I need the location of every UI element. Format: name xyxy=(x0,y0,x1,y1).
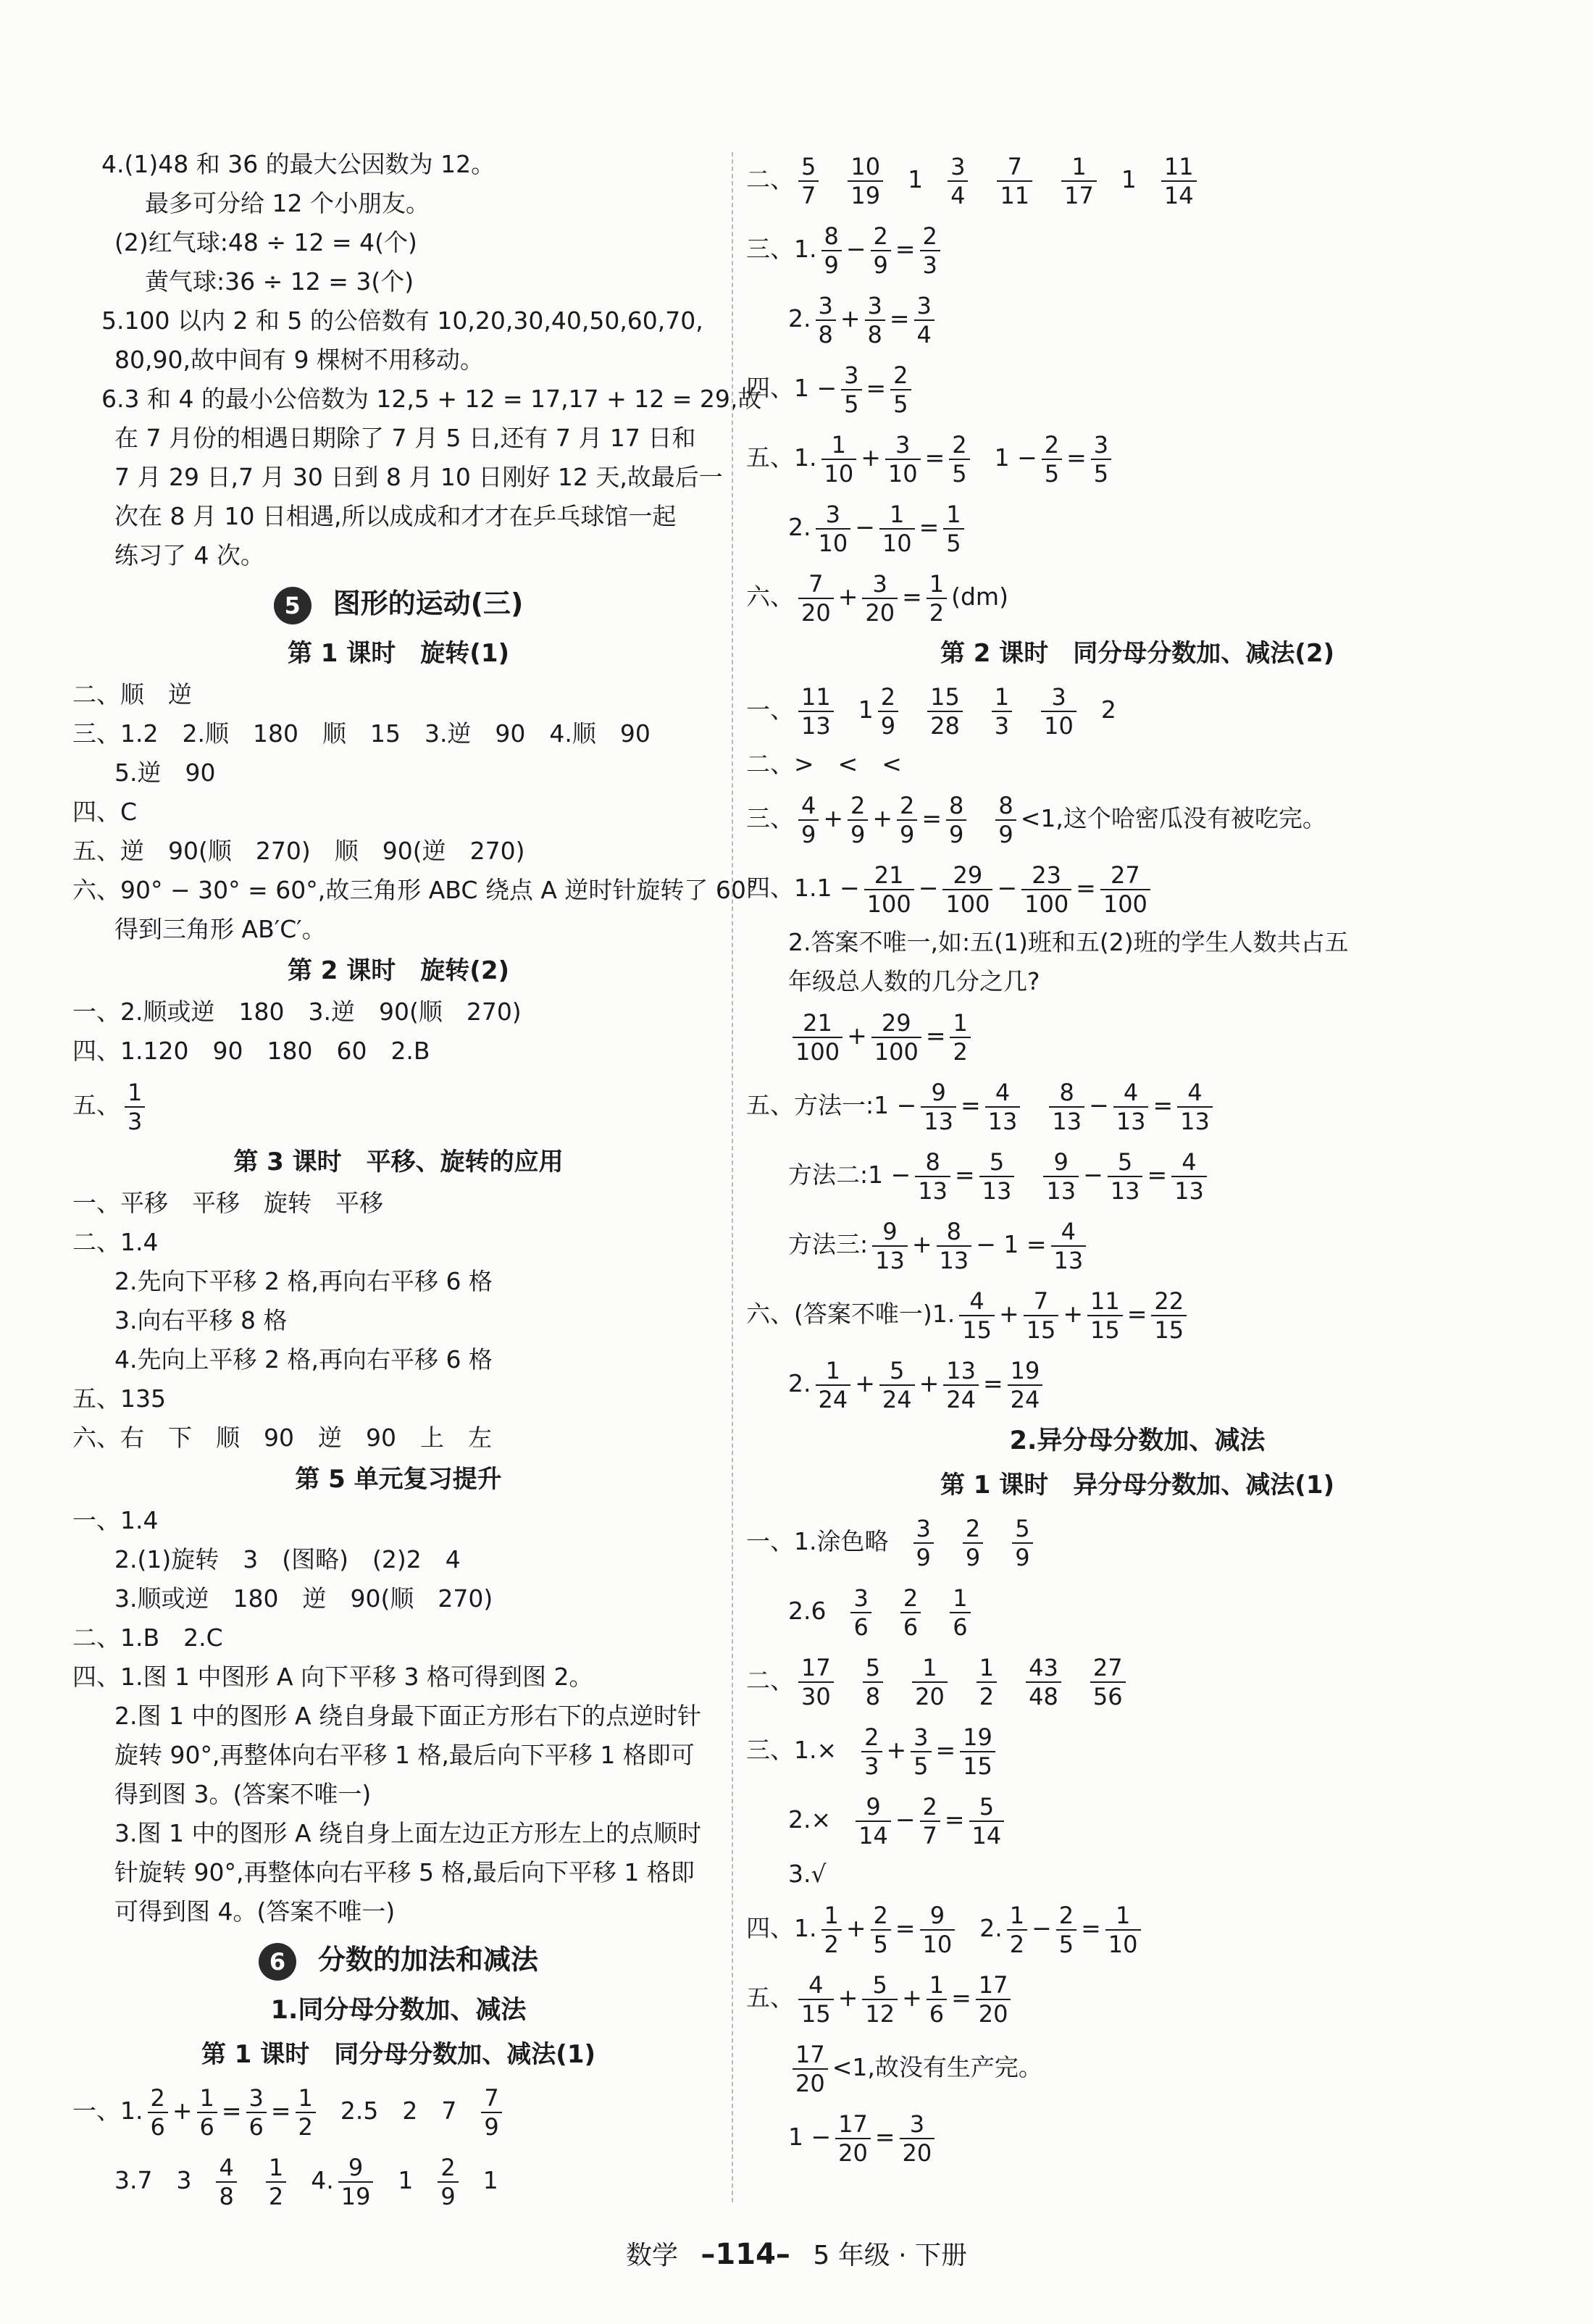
text-line: 2.图 1 中的图形 A 绕自身最下面正方形右下的点逆时针 xyxy=(114,1702,702,1730)
text-line: 黄气球:36 ÷ 12 = 3(个) xyxy=(145,267,414,296)
label: 2.5 2 7 xyxy=(340,2097,457,2125)
text-line: 7 月 29 日,7 月 30 日到 8 月 10 日刚好 12 天,故最后一 xyxy=(114,463,723,491)
column-divider xyxy=(732,152,733,2202)
label: 四、1.1 − xyxy=(746,874,860,902)
text-line: 二、> < < xyxy=(746,750,902,778)
text-line: 5.100 以内 2 和 5 的公倍数有 10,20,30,40,50,60,70, xyxy=(101,306,703,335)
label: 2. xyxy=(979,1914,1003,1942)
label: 2. xyxy=(788,1369,811,1397)
label: 三、1.× xyxy=(746,1736,837,1764)
text-line: 四、1.120 90 180 60 2.B xyxy=(72,1037,430,1065)
fraction-line: 一、1.涂色略 $\frac{3}{9}$ $\frac{2}{9}$ $\frac{5}{9}$ xyxy=(746,1507,1529,1576)
label: 4. xyxy=(311,2166,334,2194)
text-line: 在 7 月份的相遇日期除了 7 月 5 日,还有 7 月 17 日和 xyxy=(114,424,696,452)
text-line: 一、1.4 xyxy=(72,1506,159,1534)
fraction-line: 2. $\frac{1}{24}$ + $\frac{5}{24}$ + $\frac{13}{24}$ = $\frac{19}{24}$ xyxy=(746,1349,1529,1418)
label: 六、(答案不唯一)1. xyxy=(746,1300,956,1328)
text-line: 二、1.B 2.C xyxy=(72,1623,223,1652)
label: 方法三: xyxy=(788,1230,869,1258)
label: 2.× xyxy=(788,1805,832,1834)
fraction-line: 二、 $\frac{17}{30}$ $\frac{5}{8}$ $\frac{1}{20}$ $\frac{1}{2}$ $\frac{43}{48}$ $\frac{27}{56}$ xyxy=(746,1646,1529,1715)
label: 五、 xyxy=(72,1091,120,1119)
fraction-line: 三、1.× $\frac{2}{3}$ + $\frac{3}{5}$ = $\frac{19}{15}$ xyxy=(746,1715,1529,1785)
fraction-line: 2. $\frac{3}{10}$ − $\frac{1}{10}$ = $\frac{1}{5}$ xyxy=(746,493,1529,562)
label: 方法二:1 − xyxy=(788,1161,911,1189)
section-number-badge: 5 xyxy=(274,587,312,624)
text-line: 六、右 下 顺 90 逆 90 上 左 xyxy=(72,1424,492,1452)
lesson-heading: 第 5 单元复习提升 xyxy=(295,1465,502,1494)
fraction-line: 五、方法一:1 − $\frac{9}{13}$ = $\frac{4}{13}$ $\frac{8}{13}$ − $\frac{4}{13}$ = $\frac{4}{13}$ xyxy=(746,1071,1529,1140)
label: 二、 xyxy=(746,165,794,193)
fraction-line xyxy=(72,1071,724,1140)
label: 1 − xyxy=(788,2123,832,2151)
label: 三、 xyxy=(746,804,794,832)
label: 一、 xyxy=(746,695,794,724)
subsection-heading: 2.异分母分数加、减法 xyxy=(1009,1426,1266,1455)
fraction-line: 2.6 $\frac{3}{6}$ $\frac{2}{6}$ $\frac{1}{6}$ xyxy=(746,1576,1529,1646)
lesson-heading: 第 2 课时 同分母分数加、减法(2) xyxy=(940,639,1335,668)
text-line: 一、2.顺或逆 180 3.逆 90(顺 270) xyxy=(72,998,522,1026)
fraction-line: 四、1. $\frac{1}{2}$ + $\frac{2}{5}$ = $\frac{9}{10}$ 2. $\frac{1}{2}$ − $\frac{2}{5}$ = $\frac{1}{10}$ xyxy=(746,1894,1529,1963)
fraction-line: 2. $\frac{3}{8}$ + $\frac{3}{8}$ = $\frac{3}{4}$ xyxy=(746,284,1529,354)
text-line: 一、平移 平移 旋转 平移 xyxy=(72,1189,383,1217)
text-line: 2.先向下平移 2 格,再向右平移 6 格 xyxy=(114,1267,493,1295)
text-line: 得到三角形 AB′C′。 xyxy=(114,915,326,943)
section-heading-5 xyxy=(72,578,724,629)
label: 2. xyxy=(788,513,811,541)
label: 2. xyxy=(788,304,811,333)
text-line: 2.答案不唯一,如:五(1)班和五(2)班的学生人数共占五 xyxy=(788,928,1349,956)
text-line: 针旋转 90°,再整体向右平移 5 格,最后向下平移 1 格即 xyxy=(114,1858,695,1886)
text-line: 旋转 90°,再整体向右平移 1 格,最后向下平移 1 格即可 xyxy=(114,1741,695,1769)
unit: (dm) xyxy=(951,582,1008,611)
fraction-line: 四、1 − $\frac{3}{5}$ = $\frac{2}{5}$ xyxy=(746,354,1529,423)
text-line: 80,90,故中间有 9 棵树不用移动。 xyxy=(114,346,484,374)
text-line: 二、顺 逆 xyxy=(72,680,192,709)
lesson-heading: 第 1 课时 异分母分数加、减法(1) xyxy=(940,1471,1335,1500)
fraction-line: $\frac{21}{100}$ + $\frac{29}{100}$ = $\frac{1}{2}$ xyxy=(746,1001,1529,1071)
label: 三、1. xyxy=(746,235,817,263)
label: 一、1. xyxy=(72,2097,143,2125)
label: 二、 xyxy=(746,1666,794,1694)
fraction-line: 3.7 3 $\frac{4}{8}$ $\frac{1}{2}$ 4. $\frac{9}{19}$ 1 $\frac{2}{9}$ 1 xyxy=(114,2153,498,2210)
text-line: 五、135 xyxy=(72,1384,166,1413)
page-number: –114– xyxy=(701,2238,790,2271)
label: 一、1.涂色略 xyxy=(746,1527,889,1555)
text-line: 4.(1)48 和 36 的最大公因数为 12。 xyxy=(101,150,496,178)
fraction-line: $\frac{17}{20}$ <1,故没有生产完。 xyxy=(746,2033,1529,2102)
text-line: 得到图 3。(答案不唯一) xyxy=(114,1780,372,1808)
fraction-line: 1 − $\frac{17}{20}$ = $\frac{3}{20}$ xyxy=(746,2102,1529,2172)
text-line: 四、C xyxy=(72,798,138,826)
section-title: 图形的运动(三) xyxy=(333,588,524,619)
fraction-line: 2.× $\frac{9}{14}$ − $\frac{2}{7}$ = $\frac{5}{14}$ xyxy=(746,1785,1529,1855)
fraction-line: 一、 $\frac{11}{13}$ 1 $\frac{2}{9}$ $\frac{15}{28}$ $\frac{1}{3}$ $\frac{3}{10}$ 2 xyxy=(746,682,1116,740)
section-heading-6 xyxy=(72,1934,724,1985)
fraction-line: 五、1. $\frac{1}{10}$ + $\frac{3}{10}$ = $\frac{2}{5}$ 1 − $\frac{2}{5}$ = $\frac{3}{5}$ xyxy=(746,423,1529,493)
lesson-heading: 第 3 课时 平移、旋转的应用 xyxy=(233,1148,564,1176)
fraction-line: 三、 $\frac{4}{9}$ + $\frac{2}{9}$ + $\frac{2}{9}$ = $\frac{8}{9}$ $\frac{8}{9}$ <1,这个哈密瓜没有被吃完。 xyxy=(746,791,1326,848)
text-line: 次在 8 月 10 日相遇,所以成成和才才在乒乓球馆一起 xyxy=(114,502,677,530)
label: 五、 xyxy=(746,1984,794,2012)
fraction-line: 方法二:1 − $\frac{8}{13}$ = $\frac{5}{13}$ $\frac{9}{13}$ − $\frac{5}{13}$ = $\frac{4}{13}$ xyxy=(746,1140,1529,1210)
fraction-line: 方法三: $\frac{9}{13}$ + $\frac{8}{13}$ − 1 = $\frac{4}{13}$ xyxy=(746,1210,1529,1279)
lesson-heading: 第 1 课时 同分母分数加、减法(1) xyxy=(201,2040,596,2069)
section-title: 分数的加法和减法 xyxy=(317,1944,538,1976)
text-line: 3.图 1 中的图形 A 绕自身上面左边正方形左上的点顺时 xyxy=(114,1819,702,1847)
fraction-line: 三、1. $\frac{8}{9}$ − $\frac{2}{9}$ = $\frac{2}{3}$ xyxy=(746,214,1529,284)
text-line: 六、90° − 30° = 60°,故三角形 ABC 绕点 A 逆时针旋转了 60° xyxy=(72,876,758,904)
left-column xyxy=(72,145,762,2215)
text-line: 五、逆 90(顺 270) 顺 90(逆 270) xyxy=(72,837,525,865)
text-line: 3.√ xyxy=(788,1860,827,1888)
fraction-line: 一、1. $\frac{2}{6}$ + $\frac{1}{6}$ = $\frac{3}{6}$ = $\frac{1}{2}$ 2.5 2 7 $\frac{7}{9}$ xyxy=(72,2076,724,2146)
label: 3.7 3 xyxy=(114,2166,192,2194)
text-line: 三、1.2 2.顺 180 顺 15 3.逆 90 4.顺 90 xyxy=(72,719,651,748)
fraction: $\frac{1}{3}$ xyxy=(125,1079,145,1135)
lesson-heading: 第 2 课时 旋转(2) xyxy=(287,956,510,985)
label: 2.6 xyxy=(788,1597,827,1625)
label: 四、1 − xyxy=(746,374,837,402)
label: <1,这个哈密瓜没有被吃完。 xyxy=(1020,804,1326,832)
text-line: 5.逆 90 xyxy=(114,758,216,787)
subsection-heading: 1.同分母分数加、减法 xyxy=(270,1996,527,2025)
text-line: 3.顺或逆 180 逆 90(顺 270) xyxy=(114,1584,493,1613)
text-line: 四、1.图 1 中图形 A 向下平移 3 格可得到图 2。 xyxy=(72,1663,593,1691)
text-line: 4.先向上平移 2 格,再向右平移 6 格 xyxy=(114,1345,493,1374)
footer-subject: 数学 xyxy=(625,2241,678,2270)
fraction-line: 五、 $\frac{4}{15}$ + $\frac{5}{12}$ + $\frac{1}{6}$ = $\frac{17}{20}$ xyxy=(746,1963,1529,2033)
page-footer xyxy=(0,2235,1593,2272)
right-column xyxy=(746,145,1529,2172)
lesson-heading: 第 1 课时 旋转(1) xyxy=(287,639,510,668)
text-line: 3.向右平移 8 格 xyxy=(114,1306,288,1334)
fraction-line: 六、 $\frac{7}{20}$ + $\frac{3}{20}$ = $\frac{1}{2}$ (dm) xyxy=(746,569,1008,627)
text-line: 二、1.4 xyxy=(72,1228,159,1256)
label: 六、 xyxy=(746,582,794,611)
text-line: (2)红气球:48 ÷ 12 = 4(个) xyxy=(114,228,417,256)
text-line: 可得到图 4。(答案不唯一) xyxy=(114,1897,396,1926)
footer-grade: 5 年级 · 下册 xyxy=(813,2241,968,2270)
label: 五、方法一:1 − xyxy=(746,1091,917,1119)
text-line: 年级总人数的几分之几? xyxy=(788,967,1040,995)
section-number-badge: 6 xyxy=(259,1943,296,1981)
label: 四、1. xyxy=(746,1914,817,1942)
text-line: 6.3 和 4 的最小公倍数为 12,5 + 12 = 17,17 + 12 = 29,故 xyxy=(101,385,762,413)
text-line: 2.(1)旋转 3 (图略) (2)2 4 xyxy=(114,1545,461,1573)
fraction-line: 二、 $\frac{5}{7}$ $\frac{10}{19}$ 1 $\frac{3}{4}$ $\frac{7}{11}$ $\frac{1}{17}$ 1 $\frac{11}{14}$ xyxy=(746,145,1529,214)
fraction-line: 四、1.1 − $\frac{21}{100}$ − $\frac{29}{100}$ − $\frac{23}{100}$ = $\frac{27}{100}$ xyxy=(746,853,1529,923)
label: 五、1. xyxy=(746,443,817,472)
text-line: 练习了 4 次。 xyxy=(114,541,264,569)
fraction-line: 六、(答案不唯一)1. $\frac{4}{15}$ + $\frac{7}{15}$ + $\frac{11}{15}$ = $\frac{22}{15}$ xyxy=(746,1279,1529,1349)
text-line: 最多可分给 12 个小朋友。 xyxy=(145,189,430,217)
label: <1,故没有生产完。 xyxy=(832,2053,1042,2081)
